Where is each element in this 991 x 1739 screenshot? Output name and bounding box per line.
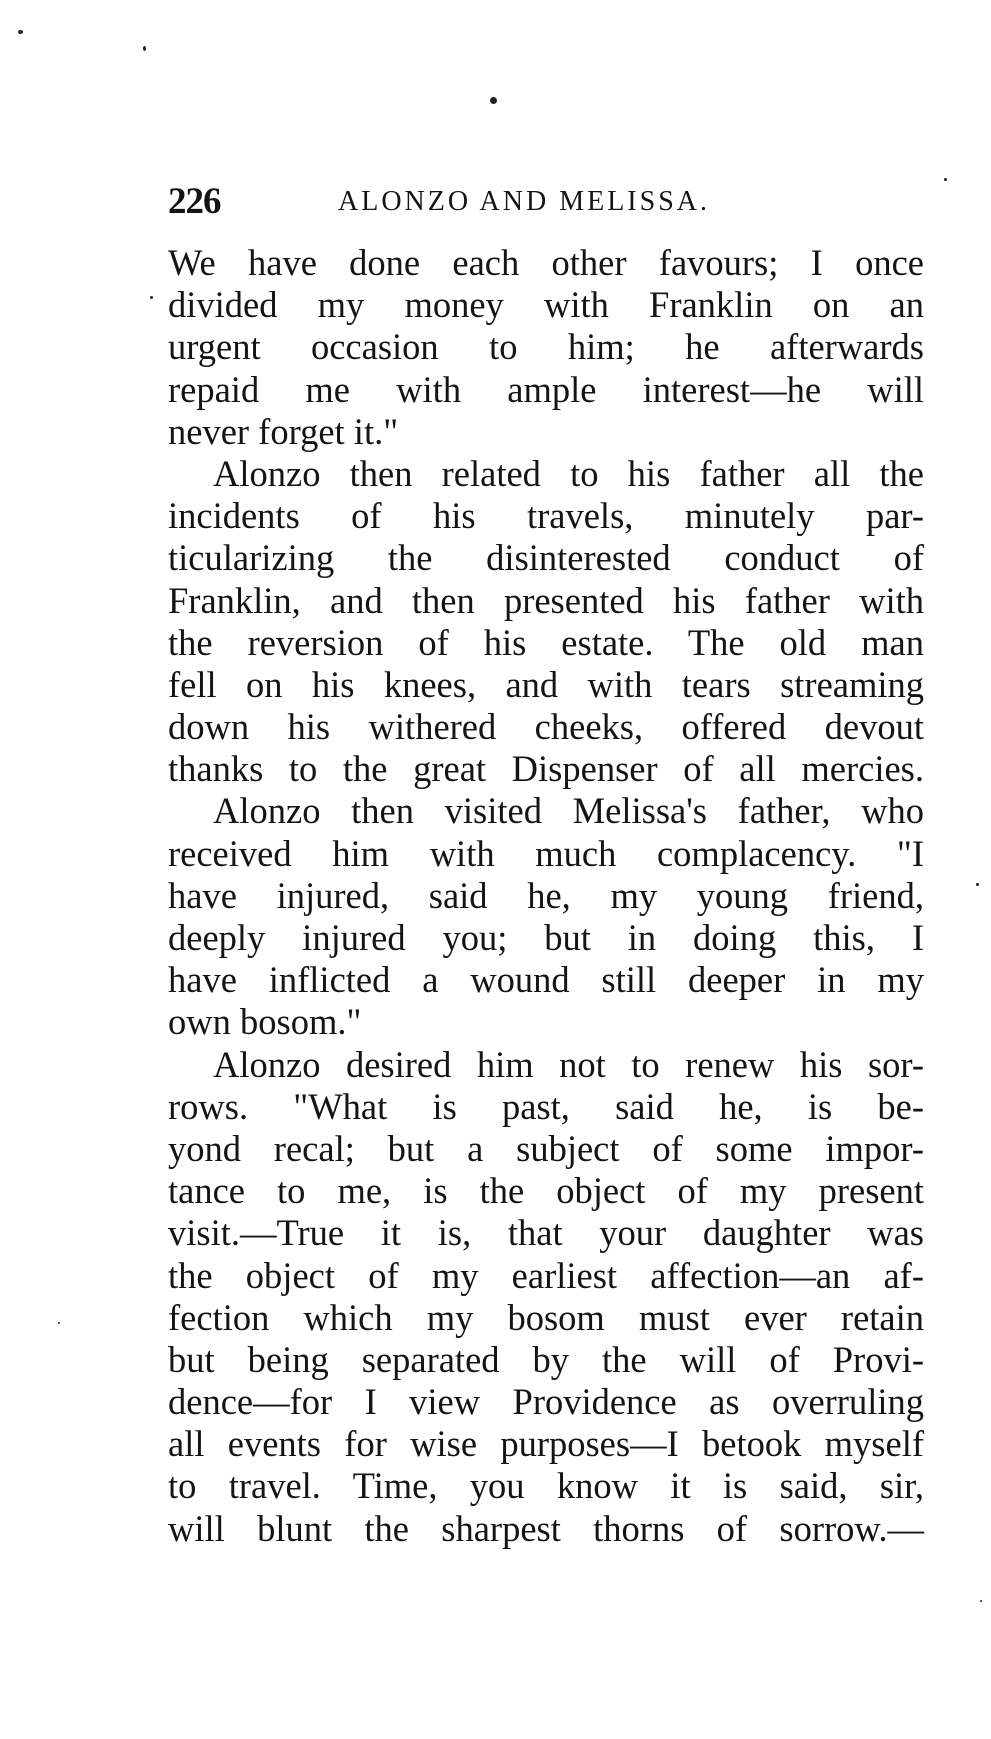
text-line: dence—for I view Providence as overruling — [168, 1381, 924, 1423]
text-line: ticularizing the disinterested conduct of — [168, 537, 924, 579]
text-line: divided my money with Franklin on an — [168, 284, 924, 326]
running-title: ALONZO AND MELISSA. — [338, 186, 710, 217]
paper-speck — [143, 46, 146, 51]
text-line: have inflicted a wound still deeper in my — [168, 959, 924, 1001]
text-line: all events for wise purposes—I betook myself — [168, 1423, 924, 1465]
text-line: repaid me with ample interest—he will — [168, 368, 924, 410]
text-line: the object of my earliest affection—an af- — [168, 1254, 924, 1296]
text-line: incidents of his travels, minutely par- — [168, 495, 924, 537]
text-line: fection which my bosom must ever retain — [168, 1296, 924, 1338]
text-line: never forget it." — [168, 410, 399, 452]
page-number: 226 — [168, 181, 221, 222]
text-line: the reversion of his estate. The old man — [168, 621, 924, 663]
text-line: will blunt the sharpest thorns of sorrow.— — [168, 1507, 924, 1549]
body-text — [168, 242, 924, 1550]
text-line: rows. "What is past, said he, is be- — [168, 1085, 924, 1127]
paper-speck — [944, 178, 947, 181]
text-line: to travel. Time, you know it is said, sir, — [168, 1465, 924, 1507]
text-line: Alonzo desired him not to renew his sor- — [213, 1043, 924, 1085]
text-line: have injured, said he, my young friend, — [168, 874, 924, 916]
text-line: received him with much complacency. "I — [168, 832, 924, 874]
text-line: thanks to the great Dispenser of all mercies. — [168, 748, 924, 790]
text-line: We have done each other favours; I once — [168, 242, 924, 283]
text-line: Franklin, and then presented his father with — [168, 579, 924, 621]
text-line: tance to me, is the object of my present — [168, 1170, 924, 1212]
text-line: down his withered cheeks, offered devout — [168, 706, 924, 748]
paper-speck — [150, 296, 153, 299]
text-line: but being separated by the will of Provi- — [168, 1338, 924, 1380]
text-line: urgent occasion to him; he afterwards — [168, 326, 924, 368]
paper-speck — [58, 1322, 60, 1324]
paper-speck — [980, 1600, 982, 1602]
text-line: fell on his knees, and with tears streaming — [168, 663, 924, 705]
text-line: Alonzo then visited Melissa's father, who — [213, 790, 924, 832]
paper-speck — [976, 883, 979, 886]
text-line: deeply injured you; but in doing this, I — [168, 917, 924, 958]
paper-speck — [490, 97, 497, 104]
paper-speck — [18, 30, 23, 34]
text-line: own bosom." — [168, 1001, 362, 1043]
text-line: Alonzo then related to his father all the — [213, 452, 924, 494]
text-line: yond recal; but a subject of some impor- — [168, 1127, 924, 1169]
page-header — [168, 180, 928, 230]
text-line: visit.—True it is, that your daughter was — [168, 1212, 924, 1254]
